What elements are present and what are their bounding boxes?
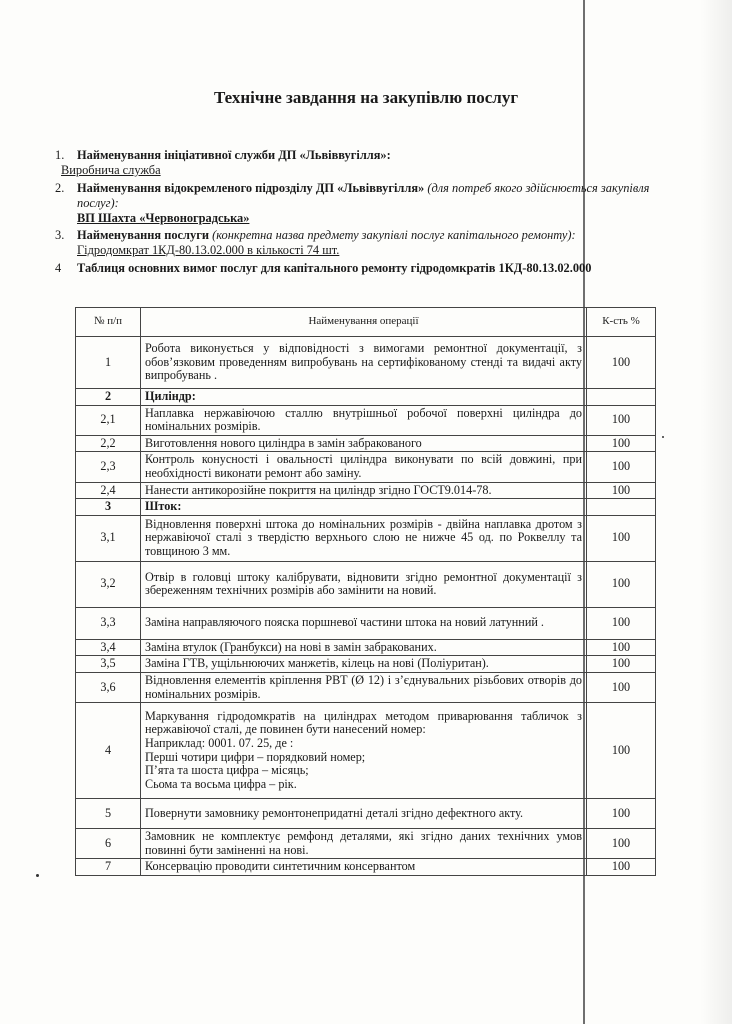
- list-item-2: [55, 181, 680, 211]
- row-number: 3,3: [76, 607, 141, 639]
- row-operation: Замовник не комплектує ремфонд деталями, які згідно даних технічних умов повинні бути заміненні на нові.: [141, 829, 587, 859]
- scan-speck: [36, 874, 39, 877]
- scan-speck: [662, 436, 664, 438]
- document-title: Технічне завдання на закупівлю послуг: [213, 88, 519, 107]
- row-number: 7: [76, 859, 141, 876]
- row-number: 3,4: [76, 639, 141, 656]
- row-number: 2,1: [76, 405, 141, 435]
- scan-edge-shade: [700, 0, 732, 1024]
- row-operation: Нанести антикорозійне покриття на циліндр згідно ГОСТ9.014-78.: [141, 482, 587, 499]
- row-operation: Робота виконується у відповідності з вимогами ремонтної документації, з обов’язковим проведенням випробувань на сертифікованому стенді та видачі акту випробувань .: [141, 337, 587, 389]
- row-operation: Заміна ГТВ, ущільнюючих манжетів, кілець на нові (Поліуритан).: [141, 656, 587, 673]
- table-row: [76, 672, 656, 702]
- list-item-number: 4: [55, 261, 62, 275]
- row-number: 2,3: [76, 452, 141, 482]
- list-item-label: Таблиця основних вимог послуг для капітального ремонту гідродомкратів 1КД-80.13.02.000: [77, 261, 592, 275]
- row-number: 2: [76, 389, 141, 406]
- table-row: [76, 482, 656, 499]
- row-quantity: 100: [587, 515, 656, 561]
- requirements-list: [55, 148, 680, 276]
- table-row: [76, 389, 656, 406]
- row-operation: Виготовлення нового циліндра в замін забракованого: [141, 435, 587, 452]
- list-item-label: Найменування ініціативної служби ДП «Львіввугілля»:: [77, 148, 391, 162]
- row-quantity: 100: [587, 859, 656, 876]
- row-quantity: 100: [587, 607, 656, 639]
- table-row: [76, 337, 656, 389]
- table-row: [76, 499, 656, 516]
- list-item-1: [55, 148, 680, 163]
- row-number: 3,5: [76, 656, 141, 673]
- row-quantity: 100: [587, 561, 656, 607]
- row-number: 3,2: [76, 561, 141, 607]
- table-row: [76, 829, 656, 859]
- row-number: 3,1: [76, 515, 141, 561]
- list-item-label: Найменування послуги: [77, 228, 209, 242]
- row-number: 2,2: [76, 435, 141, 452]
- row-operation: Заміна направляючого пояска поршневої частини штока на новий латунний .: [141, 607, 587, 639]
- row-number: 1: [76, 337, 141, 389]
- table-row: [76, 799, 656, 829]
- list-item-3: [55, 228, 680, 243]
- row-quantity: 100: [587, 405, 656, 435]
- row-number: 3: [76, 499, 141, 516]
- row-quantity: 100: [587, 829, 656, 859]
- table-row: [76, 859, 656, 876]
- row-number: 6: [76, 829, 141, 859]
- list-item-note: (для потреб якого здійснюється закупівля послуг):: [77, 181, 650, 210]
- row-quantity: 100: [587, 799, 656, 829]
- list-item-2-value: ВП Шахта «Червоноградська»: [77, 211, 250, 225]
- row-operation: Отвір в головці штоку калібрувати, відновити згідно ремонтної документації з збереженням технічних розмірів або замінити на новий.: [141, 561, 587, 607]
- column-header-number: № п/п: [76, 308, 141, 337]
- row-number: 2,4: [76, 482, 141, 499]
- list-item-number: 1.: [55, 148, 65, 162]
- row-quantity: 100: [587, 337, 656, 389]
- row-operation: Відновлення елементів кріплення РВТ (Ø 12) і з’єднувальних різьбових отворів до номінальних розмірів.: [141, 672, 587, 702]
- list-item-4: [55, 261, 680, 276]
- row-operation: Відновлення поверхні штока до номінальних розмірів - двійна наплавка дротом з нержавіючої сталі з твердістю верхнього слою не нижче 45 од. по Роквеллу та товщиною 3 мм.: [141, 515, 587, 561]
- row-operation: Маркування гідродомкратів на циліндрах методом приварювання табличок з нержавіючої сталі, де повинен бути нанесений номер: Наприклад: 0001. 07. 25, де : Перші чотири цифри – порядковий номер; П’ята та шоста цифра – місяць; Сьома та восьма цифра – рік.: [141, 703, 587, 799]
- row-operation: Циліндр:: [141, 389, 587, 406]
- list-item-label: Найменування відокремленого підрозділу ДП «Львіввугілля»: [77, 181, 425, 195]
- table-header-row: [76, 308, 656, 337]
- row-operation: Шток:: [141, 499, 587, 516]
- table-row: [76, 452, 656, 482]
- row-number: 3,6: [76, 672, 141, 702]
- list-item-1-value: Виробнича служба: [61, 163, 161, 177]
- table-body: [76, 337, 656, 876]
- list-item-number: 3.: [55, 228, 65, 242]
- table-row: [76, 405, 656, 435]
- row-quantity: 100: [587, 656, 656, 673]
- list-item-note: (конкретна назва предмету закупівлі послуг капітального ремонту):: [212, 228, 576, 242]
- requirements-table: [75, 307, 656, 876]
- column-header-operation: Найменування операції: [141, 308, 587, 337]
- table-row: [76, 639, 656, 656]
- row-operation: Повернути замовнику ремонтонепридатні деталі згідно дефектного акту.: [141, 799, 587, 829]
- list-item-3-value: Гідродомкрат 1КД-80.13.02.000 в кількості 74 шт.: [77, 243, 340, 257]
- row-operation: Заміна втулок (Грaнбукси) на нові в замін забракованих.: [141, 639, 587, 656]
- table-row: [76, 607, 656, 639]
- table-row: [76, 561, 656, 607]
- row-quantity: 100: [587, 435, 656, 452]
- row-operation: Консервацію проводити синтетичним консервантом: [141, 859, 587, 876]
- table-row: [76, 435, 656, 452]
- row-number: 5: [76, 799, 141, 829]
- table-row: [76, 656, 656, 673]
- row-number: 4: [76, 703, 141, 799]
- row-quantity: 100: [587, 672, 656, 702]
- row-quantity: [587, 499, 656, 516]
- row-quantity: 100: [587, 703, 656, 799]
- row-quantity: 100: [587, 482, 656, 499]
- row-operation: Наплавка нержавіючою сталлю внутрішньої робочої поверхні циліндра до номінальних розмірів.: [141, 405, 587, 435]
- list-item-number: 2.: [55, 181, 65, 195]
- table-row: [76, 703, 656, 799]
- table-row: [76, 515, 656, 561]
- row-quantity: 100: [587, 452, 656, 482]
- row-quantity: [587, 389, 656, 406]
- row-quantity: 100: [587, 639, 656, 656]
- column-header-quantity: К-сть %: [587, 308, 656, 337]
- row-operation: Контроль конусності і овальності циліндра виконувати по всій довжині, при необхідності виконати ремонт або заміну.: [141, 452, 587, 482]
